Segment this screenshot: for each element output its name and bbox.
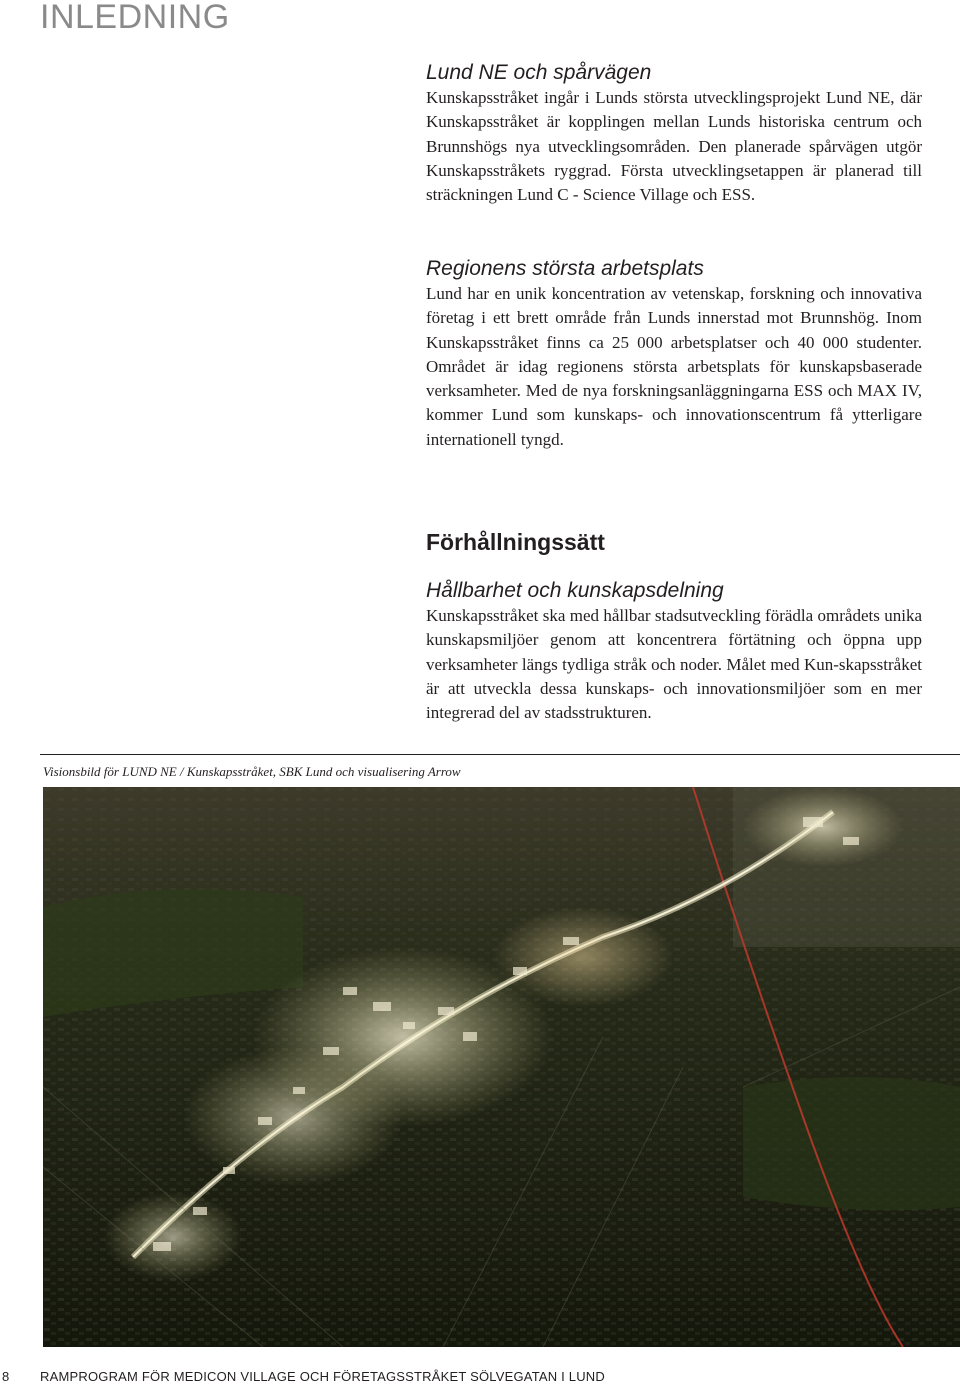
- section-heading: Hållbarhet och kunskapsdelning: [426, 579, 724, 602]
- section-heading: Regionens största arbetsplats: [426, 257, 704, 280]
- figure-caption: Visionsbild för LUND NE / Kunskapsstråket, SBK Lund och visualisering Arrow: [43, 764, 461, 779]
- section-body: Lund har en unik koncentration av vetenskap, forskning och innovativa företag i ett brett område från Lunds innerstad mot Brunnshög. Inom Kunskapsstråket finns ca 25 000 arbetsplatser och 40 000 studenter. Området är idag regionens största arbetsplats för kunskapsbaserade verksamheter. Med de nya forskningsanläggningarna ESS och MAX IV, kommer Lund som kunskaps- och innovationscentrum få ytterligare internationell tyngd.: [426, 284, 922, 449]
- vision-aerial-image: [43, 787, 960, 1347]
- page-number: 8: [2, 1369, 10, 1384]
- section-lund-ne: [426, 60, 922, 207]
- section-body: Kunskapsstråket ingår i Lunds största utvecklingsprojekt Lund NE, där Kunskapsstråket är kopplingen mellan Lunds historiska centrum och Brunnshögs nya utvecklingsområden. Den planerade spårvägen utgör Kunskapsstråkets ryggrad. Första utvecklingsetappen är planerad till sträckningen Lund C - Science Village och ESS.: [426, 88, 922, 205]
- section-arbetsplats: [426, 256, 922, 452]
- section-title: Förhållningssätt: [426, 529, 605, 555]
- section-forhallningssatt: [426, 528, 922, 725]
- divider-rule: [40, 754, 960, 755]
- footer-title: RAMPROGRAM FÖR MEDICON VILLAGE OCH FÖRETAGSSTRÅKET SÖLVEGATAN I LUND: [40, 1369, 605, 1384]
- section-heading: Lund NE och spårvägen: [426, 61, 652, 84]
- page-header-title: INLEDNING: [40, 0, 230, 36]
- section-body: Kunskapsstråket ska med hållbar stadsutveckling förädla områdets unika kunskapsmiljöer genom att koncentrera förtätning och öppna upp verksamheter längs tydliga stråk och noder. Målet med Kun-skapsstråket är att utveckla dessa kunskaps- och innovationsmiljöer som en mer integrerad del av stadsstrukturen.: [426, 606, 922, 723]
